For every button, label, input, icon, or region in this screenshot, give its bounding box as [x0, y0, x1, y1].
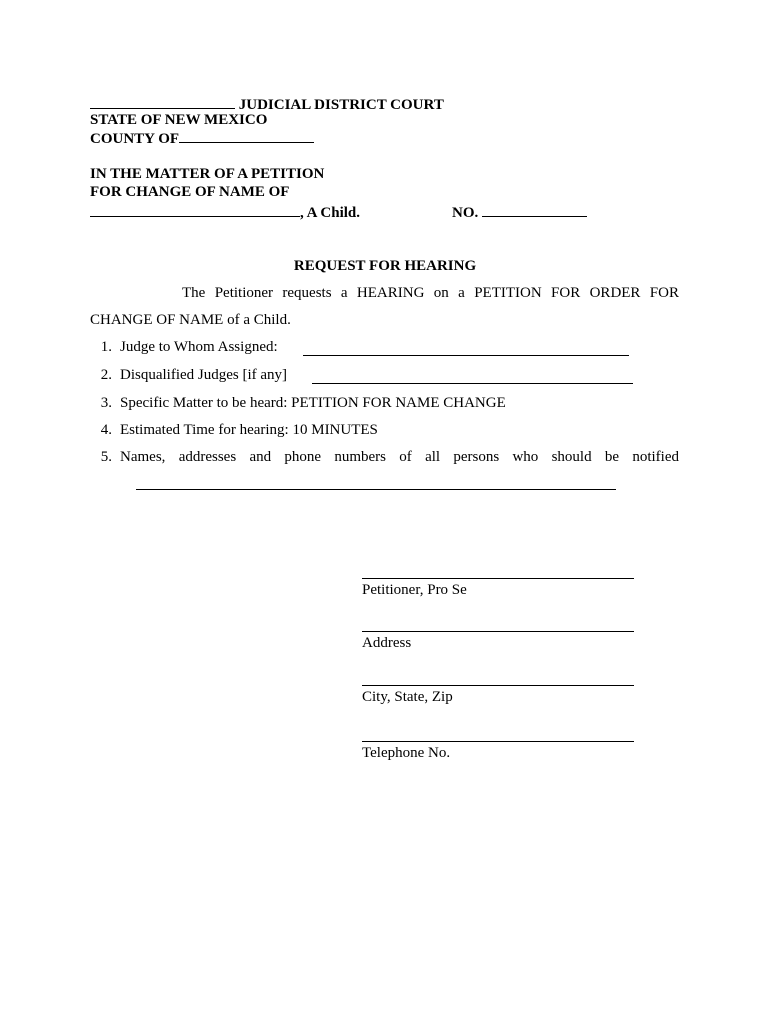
list-item	[90, 449, 679, 466]
child-name-line	[90, 202, 360, 222]
item-number: 3.	[100, 395, 112, 411]
county-line	[90, 130, 314, 148]
court-name: JUDICIAL DISTRICT COURT	[238, 97, 444, 113]
judge-assigned-blank[interactable]	[303, 355, 629, 356]
petitioner-signature-line[interactable]	[362, 578, 634, 579]
child-label: , A Child.	[300, 205, 361, 221]
district-blank[interactable]	[90, 94, 235, 109]
case-number-label: NO.	[452, 205, 479, 221]
case-number-blank[interactable]	[482, 202, 587, 217]
list-item	[90, 367, 287, 384]
case-number-line	[452, 202, 587, 222]
list-item	[90, 339, 278, 356]
intro-line-2: CHANGE OF NAME of a Child.	[90, 312, 291, 328]
address-line[interactable]	[362, 631, 634, 632]
item-number: 2.	[100, 367, 112, 383]
caption-line-1: IN THE MATTER OF A PETITION	[90, 166, 325, 182]
item-text: Names, addresses and phone numbers of all persons who should be notified	[120, 449, 679, 465]
address-label: Address	[362, 635, 412, 651]
item-number: 4.	[100, 422, 112, 438]
list-item	[90, 395, 506, 412]
county-blank[interactable]	[179, 130, 314, 143]
document-title: REQUEST FOR HEARING	[293, 258, 477, 274]
city-state-zip-line[interactable]	[362, 685, 634, 686]
item-number: 1.	[100, 339, 112, 355]
city-state-zip-label: City, State, Zip	[362, 689, 453, 705]
telephone-label: Telephone No.	[362, 745, 451, 761]
item-text: Specific Matter to be heard: PETITION FOR NAME CHANGE	[120, 395, 506, 411]
item-number: 5.	[100, 449, 112, 465]
caption-line-2: FOR CHANGE OF NAME OF	[90, 184, 290, 200]
petitioner-label: Petitioner, Pro Se	[362, 582, 467, 598]
state-line: STATE OF NEW MEXICO	[90, 112, 268, 128]
telephone-line[interactable]	[362, 741, 634, 742]
item-text: Judge to Whom Assigned:	[120, 339, 278, 355]
item-text: Estimated Time for hearing: 10 MINUTES	[120, 422, 378, 438]
county-label: COUNTY OF	[90, 131, 180, 147]
child-name-blank[interactable]	[90, 202, 300, 217]
intro-line-1: The Petitioner requests a HEARING on a PETITION FOR ORDER FOR	[182, 285, 679, 301]
list-item	[90, 422, 378, 439]
court-heading	[90, 94, 444, 114]
persons-notified-blank[interactable]	[136, 489, 616, 490]
item-text: Disqualified Judges [if any]	[120, 367, 288, 383]
disqualified-judges-blank[interactable]	[312, 383, 633, 384]
